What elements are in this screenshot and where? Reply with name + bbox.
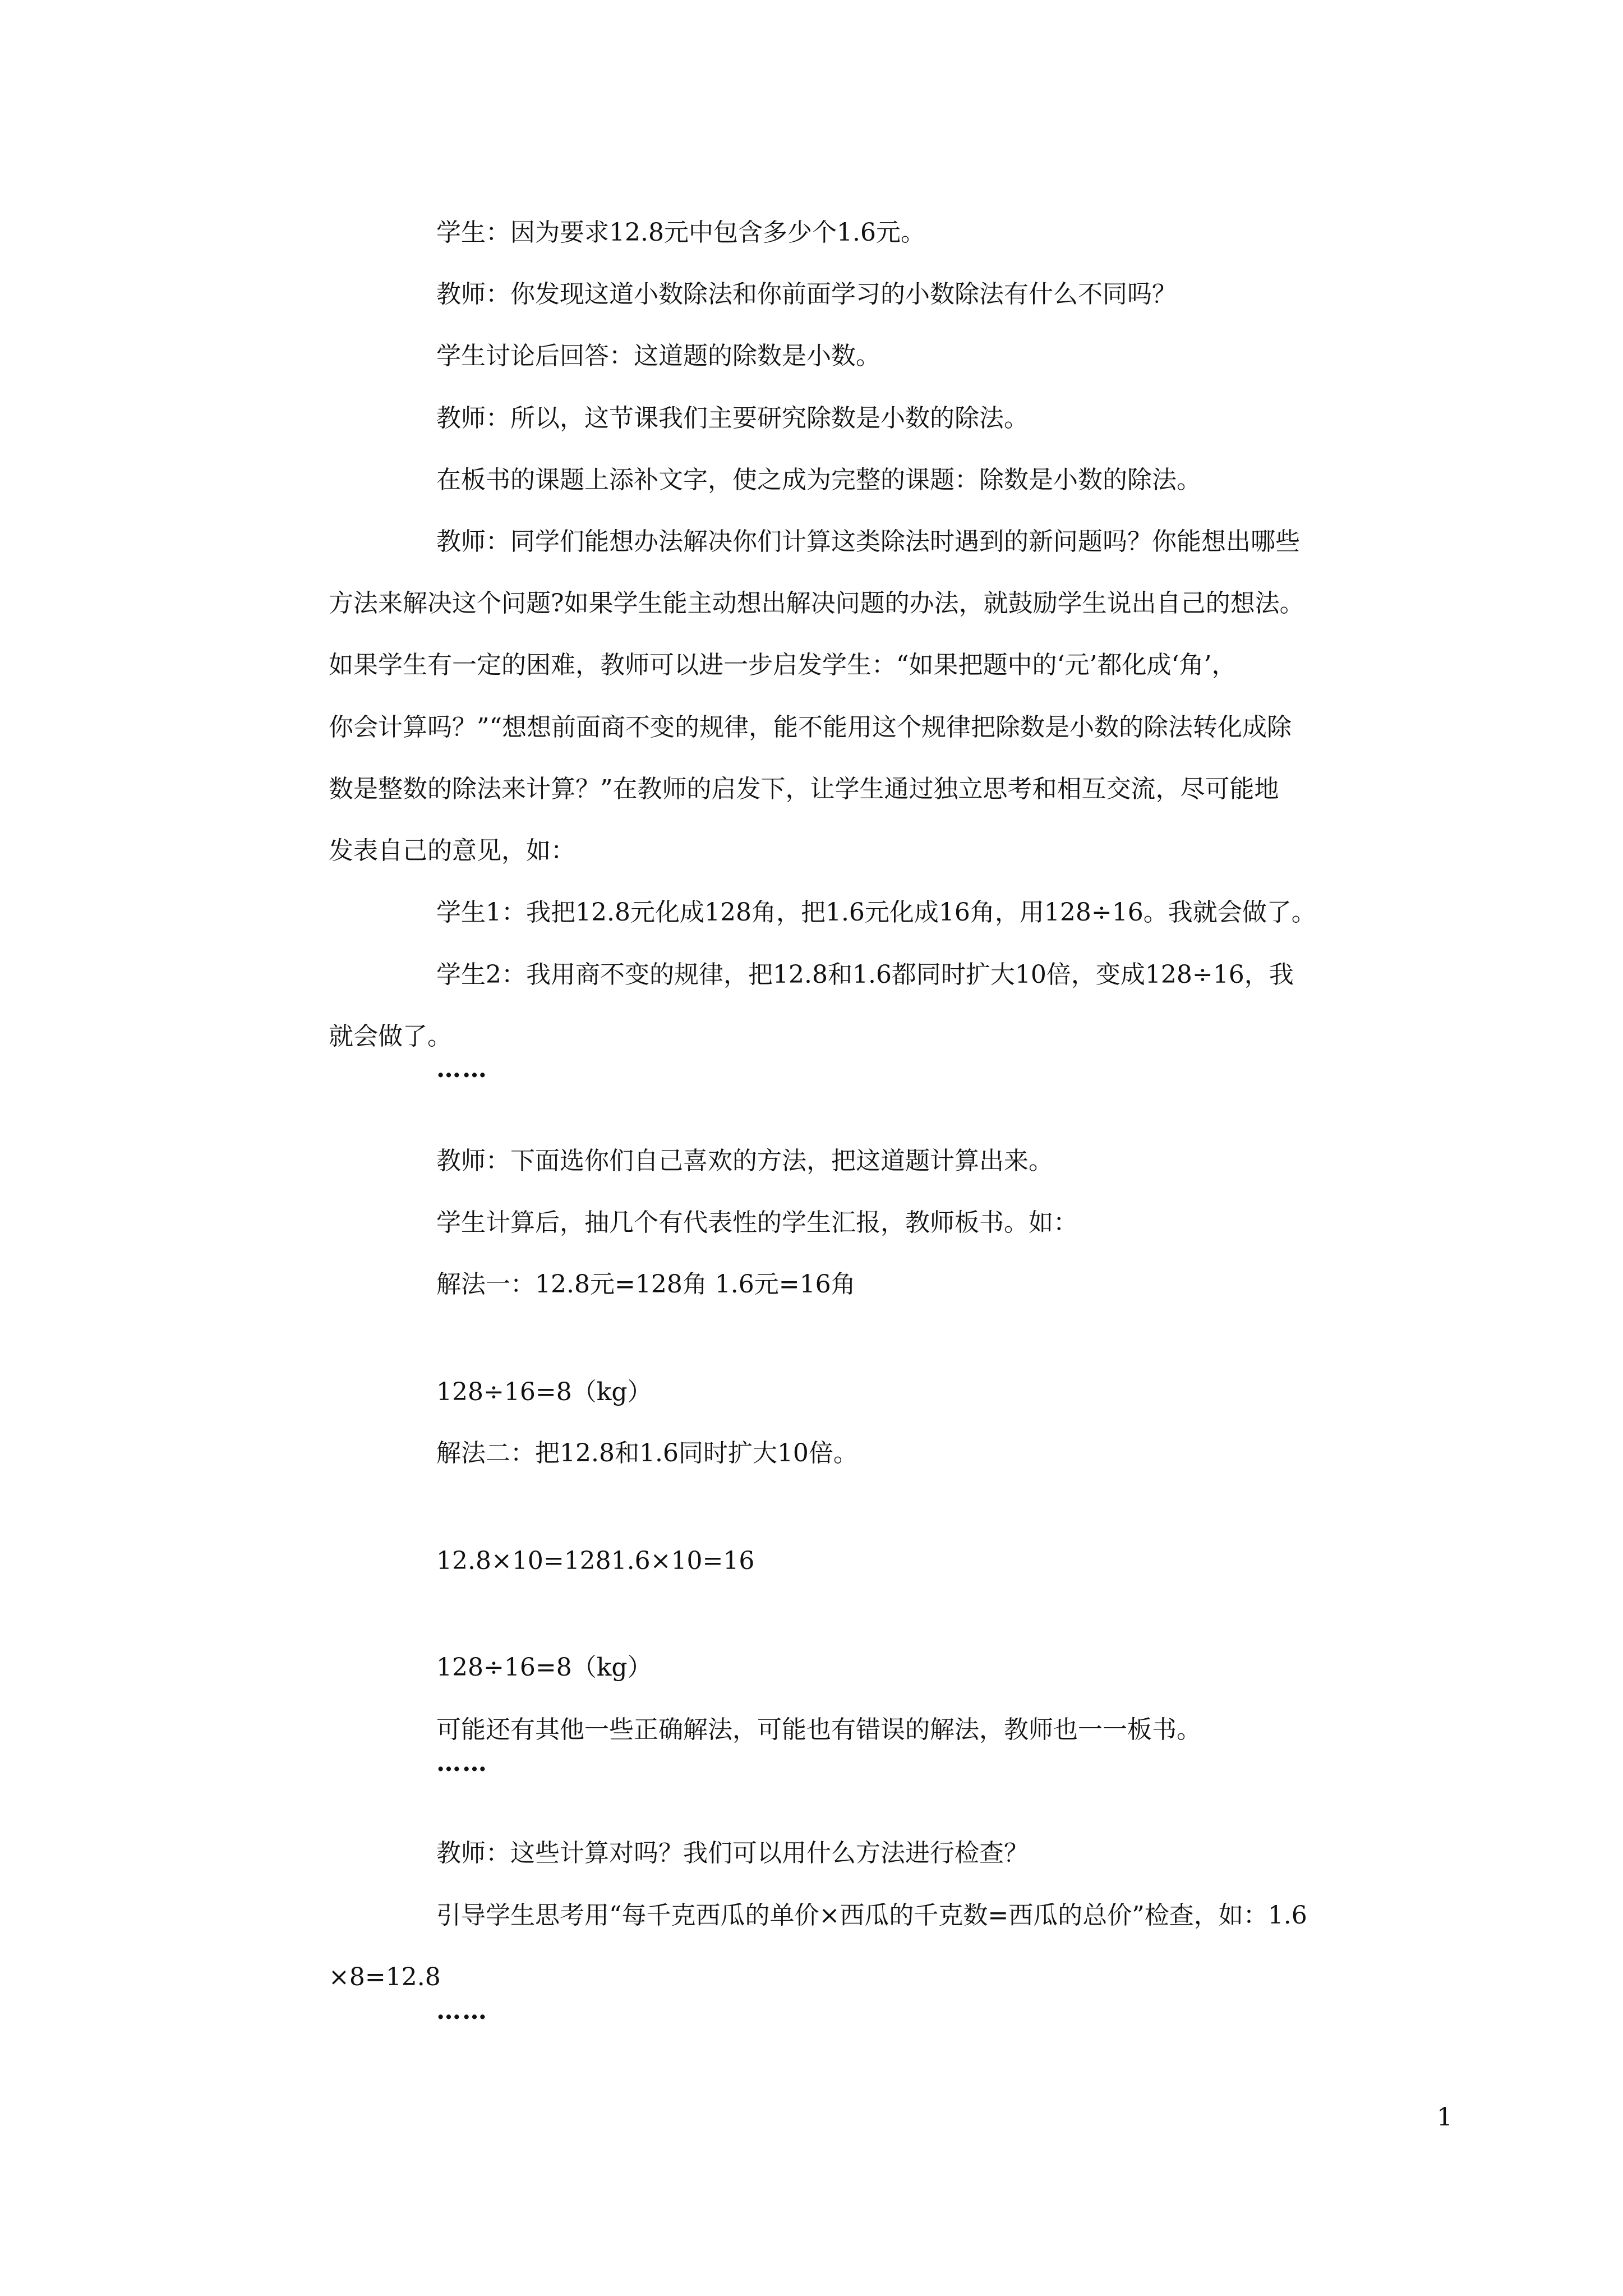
equation-line: 128÷16=8（kg）	[436, 1378, 652, 1406]
paragraph-line: 教师：你发现这道小数除法和你前面学习的小数除法有什么不同吗？	[436, 280, 1177, 309]
paragraph-line: 学生计算后，抽几个有代表性的学生汇报，教师板书。如：	[436, 1208, 1078, 1237]
paragraph-line: ×8=12.8	[329, 1963, 441, 1991]
paragraph-line: 在板书的课题上添补文字，使之成为完整的课题：除数是小数的除法。	[436, 466, 1201, 494]
paragraph-line: 就会做了。	[329, 1022, 452, 1051]
ellipsis-line: ……	[436, 1055, 488, 1083]
solution-line: 解法二：把12.8和1.6同时扩大10倍。	[436, 1439, 858, 1467]
page-number: 1	[1437, 2103, 1453, 2132]
paragraph-line: 学生1：我把12.8元化成128角，把1.6元化成16角，用128÷16。我就会做了。	[436, 898, 1316, 927]
paragraph-line: 引导学生思考用“每千克西瓜的单价×西瓜的千克数=西瓜的总价”检查，如：1.6	[436, 1901, 1307, 1930]
equation-line: 128÷16=8（kg）	[436, 1653, 652, 1682]
ellipsis-line: ……	[436, 1996, 488, 2025]
equation-line: 12.8×10=1281.6×10=16	[436, 1547, 755, 1575]
paragraph-line: 教师：同学们能想办法解决你们计算这类除法时遇到的新问题吗？你能想出哪些	[436, 527, 1300, 556]
solution-line: 解法一：12.8元=128角 1.6元=16角	[436, 1270, 856, 1299]
paragraph-line: 学生：因为要求12.8元中包含多少个1.6元。	[436, 218, 925, 247]
paragraph-line: 你会计算吗？”“想想前面商不变的规律，能不能用这个规律把除数是小数的除法转化成除	[329, 713, 1292, 742]
paragraph-line: 方法来解决这个问题?如果学生能主动想出解决问题的办法，就鼓励学生说出自己的想法。	[329, 589, 1304, 618]
paragraph-line: 可能还有其他一些正确解法，可能也有错误的解法，教师也一一板书。	[436, 1715, 1201, 1744]
paragraph-line: 学生讨论后回答：这道题的除数是小数。	[436, 342, 880, 370]
paragraph-line: 数是整数的除法来计算？”在教师的启发下，让学生通过独立思考和相互交流，尽可能地	[329, 775, 1279, 803]
paragraph-line: 教师：这些计算对吗？我们可以用什么方法进行检查？	[436, 1839, 1029, 1867]
paragraph-line: 教师：所以，这节课我们主要研究除数是小数的除法。	[436, 404, 1029, 432]
paragraph-line: 学生2：我用商不变的规律，把12.8和1.6都同时扩大10倍，变成128÷16，我	[436, 960, 1294, 989]
ellipsis-line: ……	[436, 1749, 488, 1777]
paragraph-line: 教师：下面选你们自己喜欢的方法，把这道题计算出来。	[436, 1147, 1053, 1175]
paragraph-line: 如果学生有一定的困难，教师可以进一步启发学生：“如果把题中的‘元’都化成‘角’，	[329, 651, 1237, 679]
paragraph-line: 发表自己的意见，如：	[329, 836, 575, 865]
